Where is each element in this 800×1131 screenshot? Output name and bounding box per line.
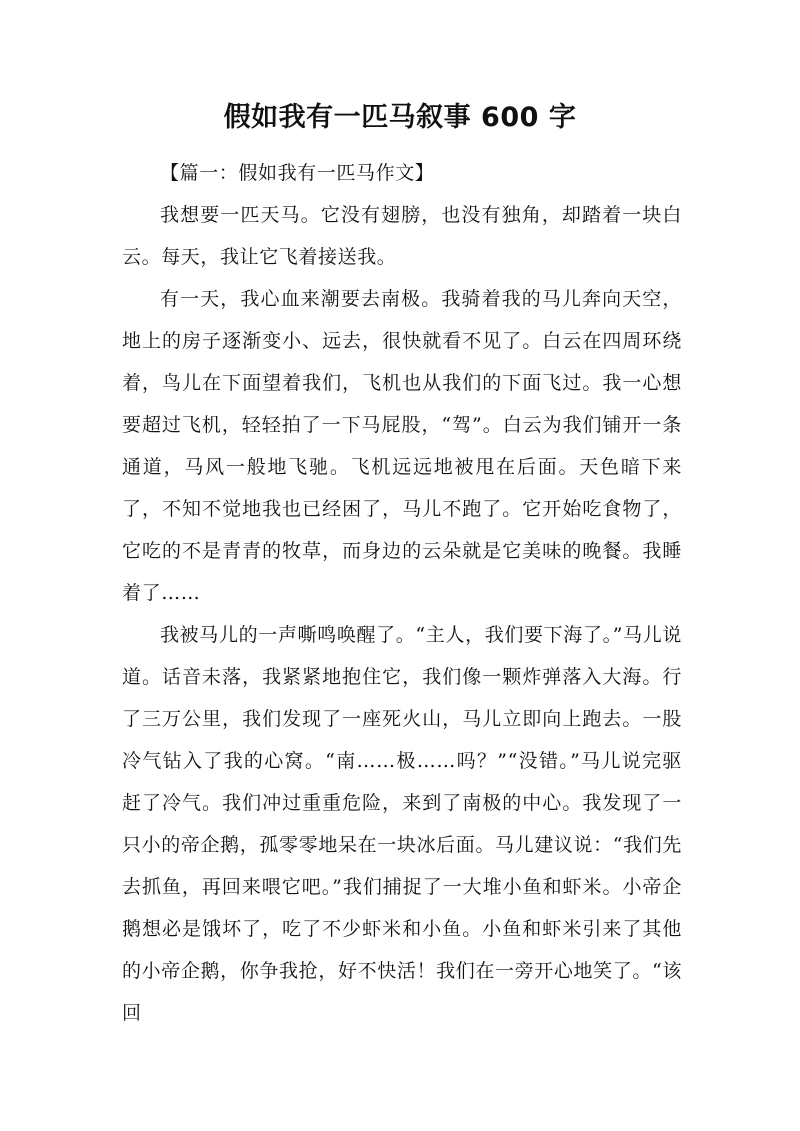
section-heading: 【篇一：假如我有一匹马作文】 (160, 162, 435, 184)
paragraph: 我被马儿的一声嘶鸣唤醒了。“主人，我们要下海了。”马儿说道。话音未落，我紧紧地抱住它，我们像一颗炸弹落入大海。行了三万公里，我们发现了一座死火山，马儿立即向上跑去。一股冷气钻入了我的心窝。“南……极……吗？”“没错。”马儿说完驱赶了冷气。我们冲过重重危险，来到了南极的中心。我发现了一只小的帝企鹅，孤零零地呆在一块冰后面。马儿建议说：“我们先去抓鱼，再回来喂它吧。”我们捕捉了一大堆小鱼和虾米。小帝企鹅想必是饿坏了，吃了不少虾米和小鱼。小鱼和虾米引来了其他的小帝企鹅，你争我抢，好不快活！我们在一旁开心地笑了。“该回 (122, 624, 682, 1024)
paragraph: 我想要一匹天马。它没有翅膀，也没有独角，却踏着一块白云。每天，我让它飞着接送我。 (122, 204, 682, 268)
document-title: 假如我有一匹马叙事 600 字 (223, 102, 577, 133)
paragraph: 有一天，我心血来潮要去南极。我骑着我的马儿奔向天空，地上的房子逐渐变小、远去，很快就看不见了。白云在四周环绕着，鸟儿在下面望着我们，飞机也从我们的下面飞过。我一心想要超过飞机，轻轻拍了一下马屁股，“驾”。白云为我们铺开一条通道，马风一般地飞驰。飞机远远地被甩在后面。天色暗下来了，不知不觉地我也已经困了，马儿不跑了。它开始吃食物了，它吃的不是青青的牧草，而身边的云朵就是它美味的晚餐。我睡着了…… (122, 288, 682, 604)
document-body (122, 152, 682, 1034)
